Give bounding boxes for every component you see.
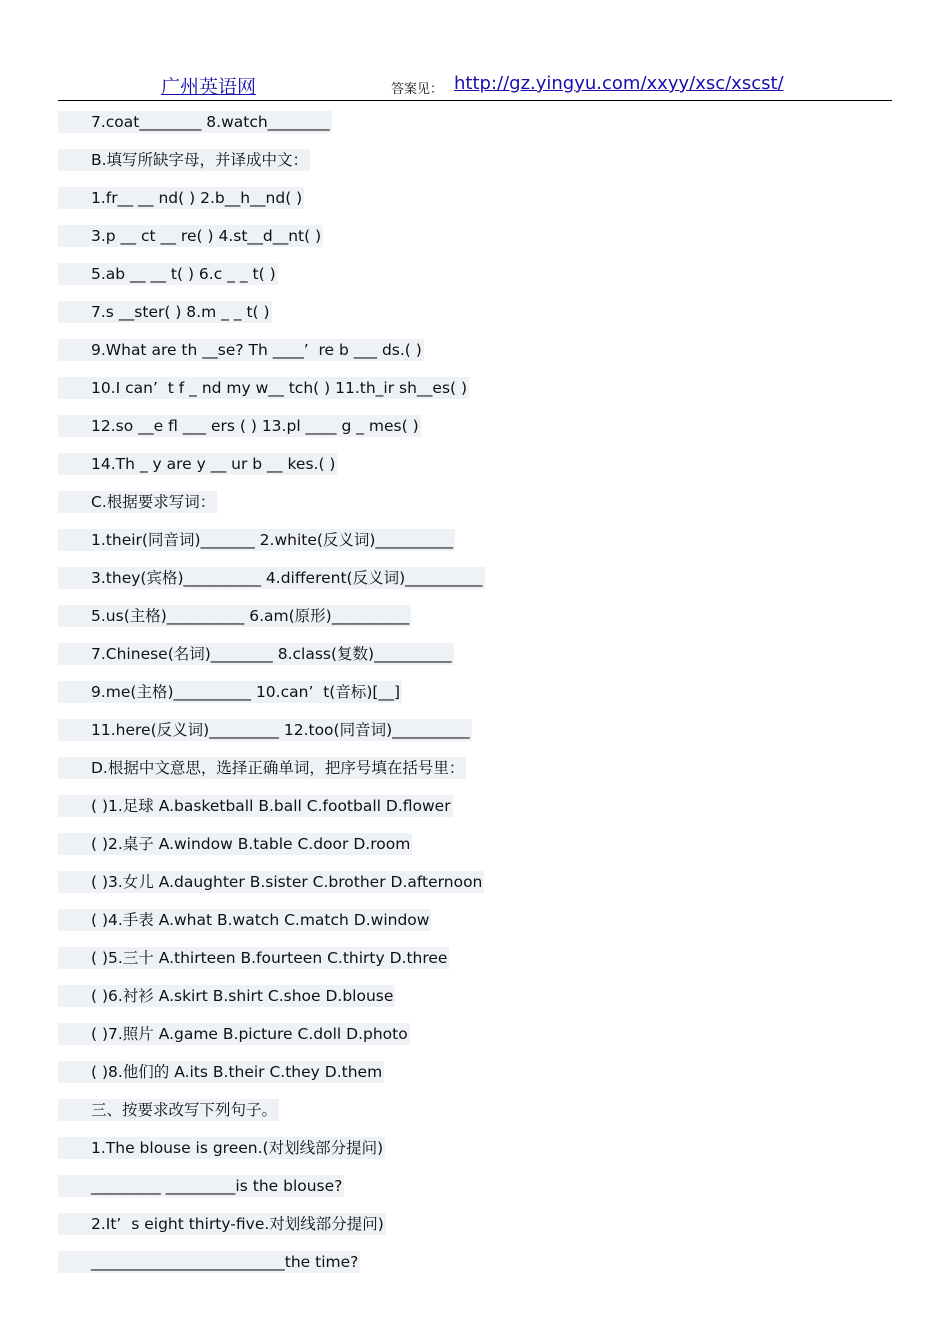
section-c-heading: C.根据要求写词： xyxy=(58,491,217,513)
worksheet-line: 1.their(同音词)_______ 2.white(反义词)__________ xyxy=(58,529,455,551)
worksheet-line: 1.The blouse is green.(对划线部分提问) xyxy=(58,1137,385,1159)
worksheet-line: 5.ab __ __ t( ) 6.c _ _ t( ) xyxy=(58,263,278,285)
worksheet-line: ( )2.桌子 A.window B.table C.door D.room xyxy=(58,833,412,855)
worksheet-line: 2.It’ s eight thirty-five.对划线部分提问) xyxy=(58,1213,386,1235)
section-b-heading: B.填写所缺字母，并译成中文： xyxy=(58,149,310,171)
section-d-heading: D.根据中文意思，选择正确单词，把序号填在括号里： xyxy=(58,757,466,779)
worksheet-line: _________ _________is the blouse? xyxy=(58,1175,344,1197)
worksheet-line: 7.coat________ 8.watch________ xyxy=(58,111,332,133)
worksheet-line: _________________________the time? xyxy=(58,1251,360,1273)
page-header xyxy=(58,68,892,101)
worksheet-line: ( )4.手表 A.what B.watch C.match D.window xyxy=(58,909,431,931)
worksheet-line: ( )8.他们的 A.its B.their C.they D.them xyxy=(58,1061,384,1083)
worksheet-line: 12.so __e fl ___ ers ( ) 13.pl ____ g _ mes( ) xyxy=(58,415,421,437)
worksheet-line: 5.us(主格)__________ 6.am(原形)__________ xyxy=(58,605,411,627)
worksheet-line: 10.I can’ t f _ nd my w__ tch( ) 11.th_ir sh__es( ) xyxy=(58,377,469,399)
worksheet-line: ( )5.三十 A.thirteen B.fourteen C.thirty D.three xyxy=(58,947,449,969)
worksheet-line: 3.they(宾格)__________ 4.different(反义词)__________ xyxy=(58,567,485,589)
worksheet-line: ( )7.照片 A.game B.picture C.doll D.photo xyxy=(58,1023,410,1045)
site-name-link[interactable]: 广州英语网 xyxy=(161,76,257,98)
worksheet-line: 11.here(反义词)_________ 12.too(同音词)__________ xyxy=(58,719,472,741)
worksheet-line: 14.Th _ y are y __ ur b __ kes.( ) xyxy=(58,453,337,475)
worksheet-line: 9.me(主格)__________ 10.can’ t(音标)[__] xyxy=(58,681,402,703)
worksheet-line: ( )1.足球 A.basketball B.ball C.football D.flower xyxy=(58,795,453,817)
worksheet-line: 3.p __ ct __ re( ) 4.st__d__nt( ) xyxy=(58,225,323,247)
section-three-heading: 三、按要求改写下列句子。 xyxy=(58,1099,279,1121)
worksheet-line: 9.What are th __se? Th ____’ re b ___ ds.( ) xyxy=(58,339,424,361)
worksheet-line: 7.Chinese(名词)________ 8.class(复数)__________ xyxy=(58,643,454,665)
worksheet-line: ( )3.女儿 A.daughter B.sister C.brother D.afternoon xyxy=(58,871,484,893)
worksheet-line: 7.s __ster( ) 8.m _ _ t( ) xyxy=(58,301,272,323)
answer-label: 答案见： xyxy=(391,82,444,97)
worksheet-line: ( )6.衬衫 A.skirt B.shirt C.shoe D.blouse xyxy=(58,985,395,1007)
answer-url-link[interactable]: http://gz.yingyu.com/xxyy/xsc/xscst/ xyxy=(454,73,784,94)
worksheet-line: 1.fr__ __ nd( ) 2.b__h__nd( ) xyxy=(58,187,304,209)
